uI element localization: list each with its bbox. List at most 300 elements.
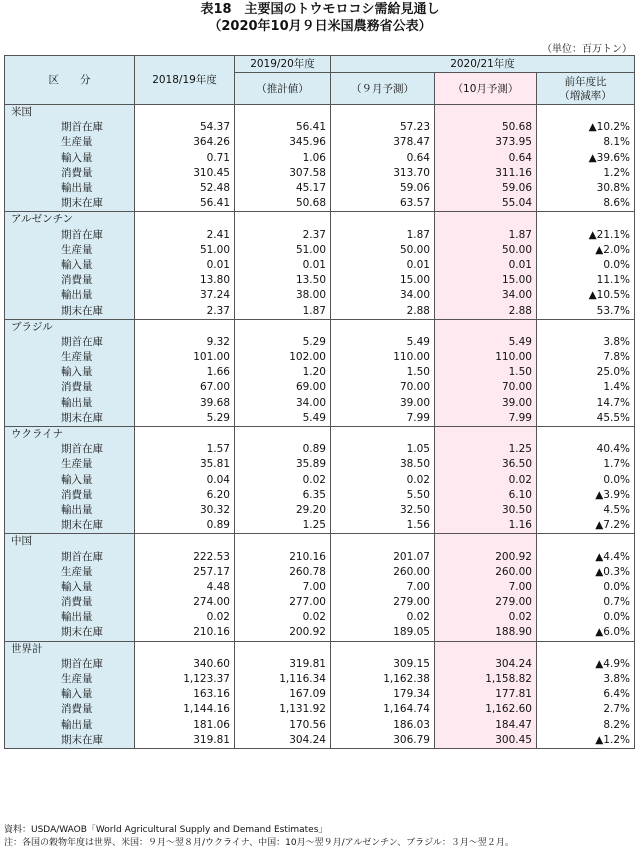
value-oct-forecast: 110.00 — [435, 350, 537, 365]
value-2018-19: 257.17 — [135, 565, 235, 580]
header-yoy-line2: （増減率） — [559, 89, 612, 102]
value-2018-19: 222.53 — [135, 549, 235, 564]
header-yoy-line1: 前年度比 — [564, 75, 607, 88]
value-sep-forecast: 179.34 — [331, 687, 435, 702]
value-yoy: 0.7% — [537, 595, 635, 610]
row-label: 輸入量 — [5, 473, 135, 488]
value-yoy: 53.7% — [537, 303, 635, 319]
table-row — [5, 565, 635, 580]
country-row-spacer — [435, 319, 537, 335]
value-oct-forecast: 1.25 — [435, 442, 537, 457]
country-row-spacer — [331, 534, 435, 550]
value-yoy: ▲10.5% — [537, 288, 635, 303]
value-yoy: 7.8% — [537, 350, 635, 365]
value-sep-forecast: 1.50 — [331, 365, 435, 380]
country-name: 米国 — [5, 105, 135, 121]
value-2018-19: 6.20 — [135, 488, 235, 503]
table-row — [5, 672, 635, 687]
row-label: 輸入量 — [5, 580, 135, 595]
country-row-spacer — [435, 212, 537, 228]
row-label: 輸出量 — [5, 610, 135, 625]
row-label: 期首在庫 — [5, 228, 135, 243]
value-sep-forecast: 50.00 — [331, 243, 435, 258]
country-row-spacer — [135, 105, 235, 121]
value-oct-forecast: 1.87 — [435, 228, 537, 243]
table-row — [5, 273, 635, 288]
value-2019-20: 7.00 — [235, 580, 331, 595]
value-2019-20: 5.29 — [235, 335, 331, 350]
row-label: 期末在庫 — [5, 411, 135, 427]
row-label: 期首在庫 — [5, 120, 135, 135]
value-2018-19: 210.16 — [135, 625, 235, 641]
table-row — [5, 243, 635, 258]
country-row — [5, 534, 635, 550]
value-2018-19: 101.00 — [135, 350, 235, 365]
value-oct-forecast: 0.02 — [435, 473, 537, 488]
value-2019-20: 0.01 — [235, 258, 331, 273]
country-row-spacer — [135, 641, 235, 657]
value-yoy: ▲3.9% — [537, 488, 635, 503]
value-2018-19: 5.29 — [135, 411, 235, 427]
country-name: アルゼンチン — [5, 212, 135, 228]
value-2019-20: 200.92 — [235, 625, 331, 641]
row-label: 輸出量 — [5, 503, 135, 518]
value-2019-20: 45.17 — [235, 181, 331, 196]
value-2019-20: 1.87 — [235, 303, 331, 319]
value-sep-forecast: 313.70 — [331, 166, 435, 181]
row-label: 輸入量 — [5, 687, 135, 702]
table-row — [5, 549, 635, 564]
country-row-spacer — [235, 426, 331, 442]
value-2019-20: 1,131.92 — [235, 702, 331, 717]
value-2019-20: 35.89 — [235, 457, 331, 472]
value-yoy: 30.8% — [537, 181, 635, 196]
value-oct-forecast: 50.00 — [435, 243, 537, 258]
value-sep-forecast: 378.47 — [331, 135, 435, 150]
value-2018-19: 319.81 — [135, 733, 235, 749]
value-yoy: ▲7.2% — [537, 518, 635, 534]
value-oct-forecast: 7.00 — [435, 580, 537, 595]
row-label: 生産量 — [5, 243, 135, 258]
row-label: 生産量 — [5, 135, 135, 150]
row-label: 生産量 — [5, 457, 135, 472]
value-2019-20: 1.25 — [235, 518, 331, 534]
country-row-spacer — [537, 641, 635, 657]
value-2018-19: 51.00 — [135, 243, 235, 258]
value-2019-20: 56.41 — [235, 120, 331, 135]
table-row — [5, 335, 635, 350]
country-row-spacer — [235, 641, 331, 657]
unit-label: （単位：百万トン） — [542, 44, 632, 55]
value-2018-19: 1,144.16 — [135, 702, 235, 717]
value-oct-forecast: 200.92 — [435, 549, 537, 564]
row-label: 期末在庫 — [5, 518, 135, 534]
value-yoy: ▲6.0% — [537, 625, 635, 641]
value-yoy: 45.5% — [537, 411, 635, 427]
value-2019-20: 0.89 — [235, 442, 331, 457]
row-label: 期末在庫 — [5, 733, 135, 749]
table-row — [5, 166, 635, 181]
country-row-spacer — [235, 319, 331, 335]
table-row — [5, 702, 635, 717]
value-yoy: 0.0% — [537, 610, 635, 625]
value-2018-19: 274.00 — [135, 595, 235, 610]
value-2019-20: 260.78 — [235, 565, 331, 580]
value-2018-19: 56.41 — [135, 196, 235, 212]
value-yoy: 8.1% — [537, 135, 635, 150]
row-label: 期首在庫 — [5, 335, 135, 350]
value-yoy: 25.0% — [537, 365, 635, 380]
value-oct-forecast: 1.16 — [435, 518, 537, 534]
value-sep-forecast: 0.01 — [331, 258, 435, 273]
footnote: 注：各国の穀物年度は世界、米国：９月～翌８月/ウクライナ、中国：10月～翌９月/アルゼンチン、ブラジル：３月～翌２月。 — [4, 838, 514, 848]
value-2019-20: 38.00 — [235, 288, 331, 303]
source-note: 資料：USDA/WAOB「World Agricultural Supply and Demand Estimates」 — [4, 825, 328, 835]
value-oct-forecast: 311.16 — [435, 166, 537, 181]
row-label: 期首在庫 — [5, 442, 135, 457]
row-label: 期末在庫 — [5, 196, 135, 212]
country-row-spacer — [435, 641, 537, 657]
value-sep-forecast: 309.15 — [331, 657, 435, 672]
country-row-spacer — [135, 319, 235, 335]
value-2019-20: 69.00 — [235, 380, 331, 395]
value-2019-20: 51.00 — [235, 243, 331, 258]
value-2019-20: 345.96 — [235, 135, 331, 150]
country-row-spacer — [537, 212, 635, 228]
country-row-spacer — [135, 534, 235, 550]
row-label: 消費量 — [5, 166, 135, 181]
value-oct-forecast: 59.06 — [435, 181, 537, 196]
value-oct-forecast: 188.90 — [435, 625, 537, 641]
value-sep-forecast: 189.05 — [331, 625, 435, 641]
table-title: 表18 主要国のトウモロコシ需給見通し — [200, 2, 440, 17]
country-row-spacer — [537, 105, 635, 121]
value-sep-forecast: 57.23 — [331, 120, 435, 135]
country-row-spacer — [537, 319, 635, 335]
header-category: 区 分 — [5, 56, 135, 105]
supply-demand-table — [4, 55, 635, 749]
value-2019-20: 1.06 — [235, 151, 331, 166]
row-label: 消費量 — [5, 702, 135, 717]
table-row — [5, 258, 635, 273]
country-row — [5, 641, 635, 657]
value-sep-forecast: 1.87 — [331, 228, 435, 243]
country-row — [5, 319, 635, 335]
value-2019-20: 13.50 — [235, 273, 331, 288]
header-2019-20: 2019/20年度 — [235, 56, 331, 73]
header-2018-19: 2018/19年度 — [135, 56, 235, 105]
value-oct-forecast: 30.50 — [435, 503, 537, 518]
country-row — [5, 105, 635, 121]
table-row — [5, 365, 635, 380]
table-row — [5, 503, 635, 518]
table-row — [5, 595, 635, 610]
value-sep-forecast: 0.64 — [331, 151, 435, 166]
table-subtitle: （2020年10月９日米国農務省公表） — [208, 19, 432, 34]
value-yoy: ▲39.6% — [537, 151, 635, 166]
table-row — [5, 196, 635, 212]
country-row-spacer — [331, 105, 435, 121]
value-sep-forecast: 201.07 — [331, 549, 435, 564]
value-sep-forecast: 15.00 — [331, 273, 435, 288]
table-row — [5, 687, 635, 702]
country-row-spacer — [235, 105, 331, 121]
value-2019-20: 102.00 — [235, 350, 331, 365]
value-oct-forecast: 7.99 — [435, 411, 537, 427]
value-oct-forecast: 1,162.60 — [435, 702, 537, 717]
value-sep-forecast: 279.00 — [331, 595, 435, 610]
country-row-spacer — [537, 534, 635, 550]
table-row — [5, 151, 635, 166]
value-oct-forecast: 1.50 — [435, 365, 537, 380]
value-2018-19: 30.32 — [135, 503, 235, 518]
table-row — [5, 610, 635, 625]
value-oct-forecast: 279.00 — [435, 595, 537, 610]
country-row-spacer — [331, 212, 435, 228]
country-row-spacer — [435, 534, 537, 550]
table-row — [5, 380, 635, 395]
value-oct-forecast: 0.01 — [435, 258, 537, 273]
value-2019-20: 1.20 — [235, 365, 331, 380]
country-row-spacer — [331, 319, 435, 335]
value-sep-forecast: 1.05 — [331, 442, 435, 457]
country-row-spacer — [435, 426, 537, 442]
country-row-spacer — [235, 534, 331, 550]
table-row — [5, 473, 635, 488]
value-yoy: ▲4.9% — [537, 657, 635, 672]
header-2020-21: 2020/21年度 — [331, 56, 635, 73]
value-yoy: 8.6% — [537, 196, 635, 212]
value-yoy: 0.0% — [537, 473, 635, 488]
country-row-spacer — [331, 641, 435, 657]
value-oct-forecast: 0.64 — [435, 151, 537, 166]
value-sep-forecast: 7.00 — [331, 580, 435, 595]
value-sep-forecast: 1.56 — [331, 518, 435, 534]
value-2018-19: 37.24 — [135, 288, 235, 303]
value-oct-forecast: 0.02 — [435, 610, 537, 625]
country-row-spacer — [537, 426, 635, 442]
value-yoy: 6.4% — [537, 687, 635, 702]
table-row — [5, 657, 635, 672]
value-2019-20: 0.02 — [235, 610, 331, 625]
value-2018-19: 35.81 — [135, 457, 235, 472]
value-2018-19: 364.26 — [135, 135, 235, 150]
value-yoy: 1.7% — [537, 457, 635, 472]
country-row-spacer — [435, 105, 537, 121]
value-2019-20: 34.00 — [235, 396, 331, 411]
row-label: 輸入量 — [5, 151, 135, 166]
table-row — [5, 733, 635, 749]
value-yoy: ▲2.0% — [537, 243, 635, 258]
value-2018-19: 1.66 — [135, 365, 235, 380]
value-oct-forecast: 39.00 — [435, 396, 537, 411]
value-oct-forecast: 55.04 — [435, 196, 537, 212]
value-2019-20: 6.35 — [235, 488, 331, 503]
table-row — [5, 718, 635, 733]
country-row — [5, 426, 635, 442]
table-row — [5, 488, 635, 503]
value-yoy: 4.5% — [537, 503, 635, 518]
value-sep-forecast: 7.99 — [331, 411, 435, 427]
value-yoy: ▲21.1% — [537, 228, 635, 243]
value-sep-forecast: 260.00 — [331, 565, 435, 580]
header-sep-forecast: （９月予測） — [331, 73, 435, 105]
country-row-spacer — [235, 212, 331, 228]
row-label: 輸出量 — [5, 718, 135, 733]
country-row-spacer — [135, 212, 235, 228]
table-row — [5, 288, 635, 303]
value-sep-forecast: 1,162.38 — [331, 672, 435, 687]
header-estimate: （推計値） — [235, 73, 331, 105]
row-label: 期末在庫 — [5, 625, 135, 641]
value-sep-forecast: 1,164.74 — [331, 702, 435, 717]
value-2019-20: 210.16 — [235, 549, 331, 564]
table-row — [5, 411, 635, 427]
value-2019-20: 2.37 — [235, 228, 331, 243]
header-oct-forecast: （10月予測） — [435, 73, 537, 105]
value-2018-19: 181.06 — [135, 718, 235, 733]
table-row — [5, 457, 635, 472]
value-yoy: ▲4.4% — [537, 549, 635, 564]
value-2018-19: 1,123.37 — [135, 672, 235, 687]
value-2019-20: 50.68 — [235, 196, 331, 212]
value-2018-19: 9.32 — [135, 335, 235, 350]
table-row — [5, 625, 635, 641]
value-2018-19: 1.57 — [135, 442, 235, 457]
row-label: 期首在庫 — [5, 549, 135, 564]
value-yoy: 3.8% — [537, 335, 635, 350]
value-yoy: ▲10.2% — [537, 120, 635, 135]
value-yoy: 8.2% — [537, 718, 635, 733]
row-label: 消費量 — [5, 488, 135, 503]
row-label: 消費量 — [5, 380, 135, 395]
value-2019-20: 319.81 — [235, 657, 331, 672]
value-sep-forecast: 5.49 — [331, 335, 435, 350]
value-sep-forecast: 5.50 — [331, 488, 435, 503]
table-row — [5, 135, 635, 150]
value-sep-forecast: 306.79 — [331, 733, 435, 749]
value-yoy: 11.1% — [537, 273, 635, 288]
value-oct-forecast: 5.49 — [435, 335, 537, 350]
notes — [4, 824, 514, 850]
value-oct-forecast: 177.81 — [435, 687, 537, 702]
country-name: 世界計 — [5, 641, 135, 657]
row-label: 生産量 — [5, 672, 135, 687]
header-yoy — [537, 73, 635, 105]
row-label: 生産量 — [5, 350, 135, 365]
row-label: 期首在庫 — [5, 657, 135, 672]
value-oct-forecast: 1,158.82 — [435, 672, 537, 687]
value-sep-forecast: 70.00 — [331, 380, 435, 395]
value-yoy: ▲0.3% — [537, 565, 635, 580]
value-yoy: ▲1.2% — [537, 733, 635, 749]
table-row — [5, 120, 635, 135]
country-row-spacer — [135, 426, 235, 442]
row-label: 輸出量 — [5, 396, 135, 411]
value-yoy: 14.7% — [537, 396, 635, 411]
value-2019-20: 277.00 — [235, 595, 331, 610]
value-2019-20: 0.02 — [235, 473, 331, 488]
value-yoy: 1.2% — [537, 166, 635, 181]
value-sep-forecast: 38.50 — [331, 457, 435, 472]
row-label: 消費量 — [5, 595, 135, 610]
value-yoy: 0.0% — [537, 580, 635, 595]
country-row — [5, 212, 635, 228]
value-2018-19: 39.68 — [135, 396, 235, 411]
value-yoy: 40.4% — [537, 442, 635, 457]
table-row — [5, 518, 635, 534]
country-name: ウクライナ — [5, 426, 135, 442]
value-2018-19: 0.04 — [135, 473, 235, 488]
value-2018-19: 54.37 — [135, 120, 235, 135]
value-2018-19: 0.01 — [135, 258, 235, 273]
value-yoy: 3.8% — [537, 672, 635, 687]
value-2019-20: 304.24 — [235, 733, 331, 749]
value-2019-20: 167.09 — [235, 687, 331, 702]
row-label: 期末在庫 — [5, 303, 135, 319]
value-yoy: 1.4% — [537, 380, 635, 395]
value-oct-forecast: 34.00 — [435, 288, 537, 303]
value-yoy: 0.0% — [537, 258, 635, 273]
row-label: 輸出量 — [5, 288, 135, 303]
value-sep-forecast: 32.50 — [331, 503, 435, 518]
value-oct-forecast: 260.00 — [435, 565, 537, 580]
value-sep-forecast: 63.57 — [331, 196, 435, 212]
row-label: 輸入量 — [5, 258, 135, 273]
value-yoy: 2.7% — [537, 702, 635, 717]
value-2018-19: 0.89 — [135, 518, 235, 534]
row-label: 生産量 — [5, 565, 135, 580]
table-row — [5, 396, 635, 411]
value-oct-forecast: 15.00 — [435, 273, 537, 288]
value-2018-19: 2.37 — [135, 303, 235, 319]
value-sep-forecast: 34.00 — [331, 288, 435, 303]
country-row-spacer — [331, 426, 435, 442]
value-oct-forecast: 373.95 — [435, 135, 537, 150]
value-2018-19: 52.48 — [135, 181, 235, 196]
value-2018-19: 0.71 — [135, 151, 235, 166]
value-2018-19: 4.48 — [135, 580, 235, 595]
value-2018-19: 67.00 — [135, 380, 235, 395]
value-sep-forecast: 0.02 — [331, 473, 435, 488]
value-sep-forecast: 186.03 — [331, 718, 435, 733]
value-2018-19: 2.41 — [135, 228, 235, 243]
value-oct-forecast: 6.10 — [435, 488, 537, 503]
country-name: ブラジル — [5, 319, 135, 335]
value-oct-forecast: 50.68 — [435, 120, 537, 135]
value-2019-20: 170.56 — [235, 718, 331, 733]
table-row — [5, 181, 635, 196]
row-label: 輸入量 — [5, 365, 135, 380]
country-name: 中国 — [5, 534, 135, 550]
value-sep-forecast: 39.00 — [331, 396, 435, 411]
value-oct-forecast: 2.88 — [435, 303, 537, 319]
value-2018-19: 163.16 — [135, 687, 235, 702]
value-oct-forecast: 184.47 — [435, 718, 537, 733]
value-oct-forecast: 300.45 — [435, 733, 537, 749]
table-body — [5, 105, 635, 749]
value-2018-19: 0.02 — [135, 610, 235, 625]
value-oct-forecast: 70.00 — [435, 380, 537, 395]
table-row — [5, 580, 635, 595]
value-sep-forecast: 2.88 — [331, 303, 435, 319]
value-sep-forecast: 0.02 — [331, 610, 435, 625]
value-2018-19: 310.45 — [135, 166, 235, 181]
value-2019-20: 307.58 — [235, 166, 331, 181]
row-label: 輸出量 — [5, 181, 135, 196]
table-row — [5, 303, 635, 319]
table-row — [5, 228, 635, 243]
